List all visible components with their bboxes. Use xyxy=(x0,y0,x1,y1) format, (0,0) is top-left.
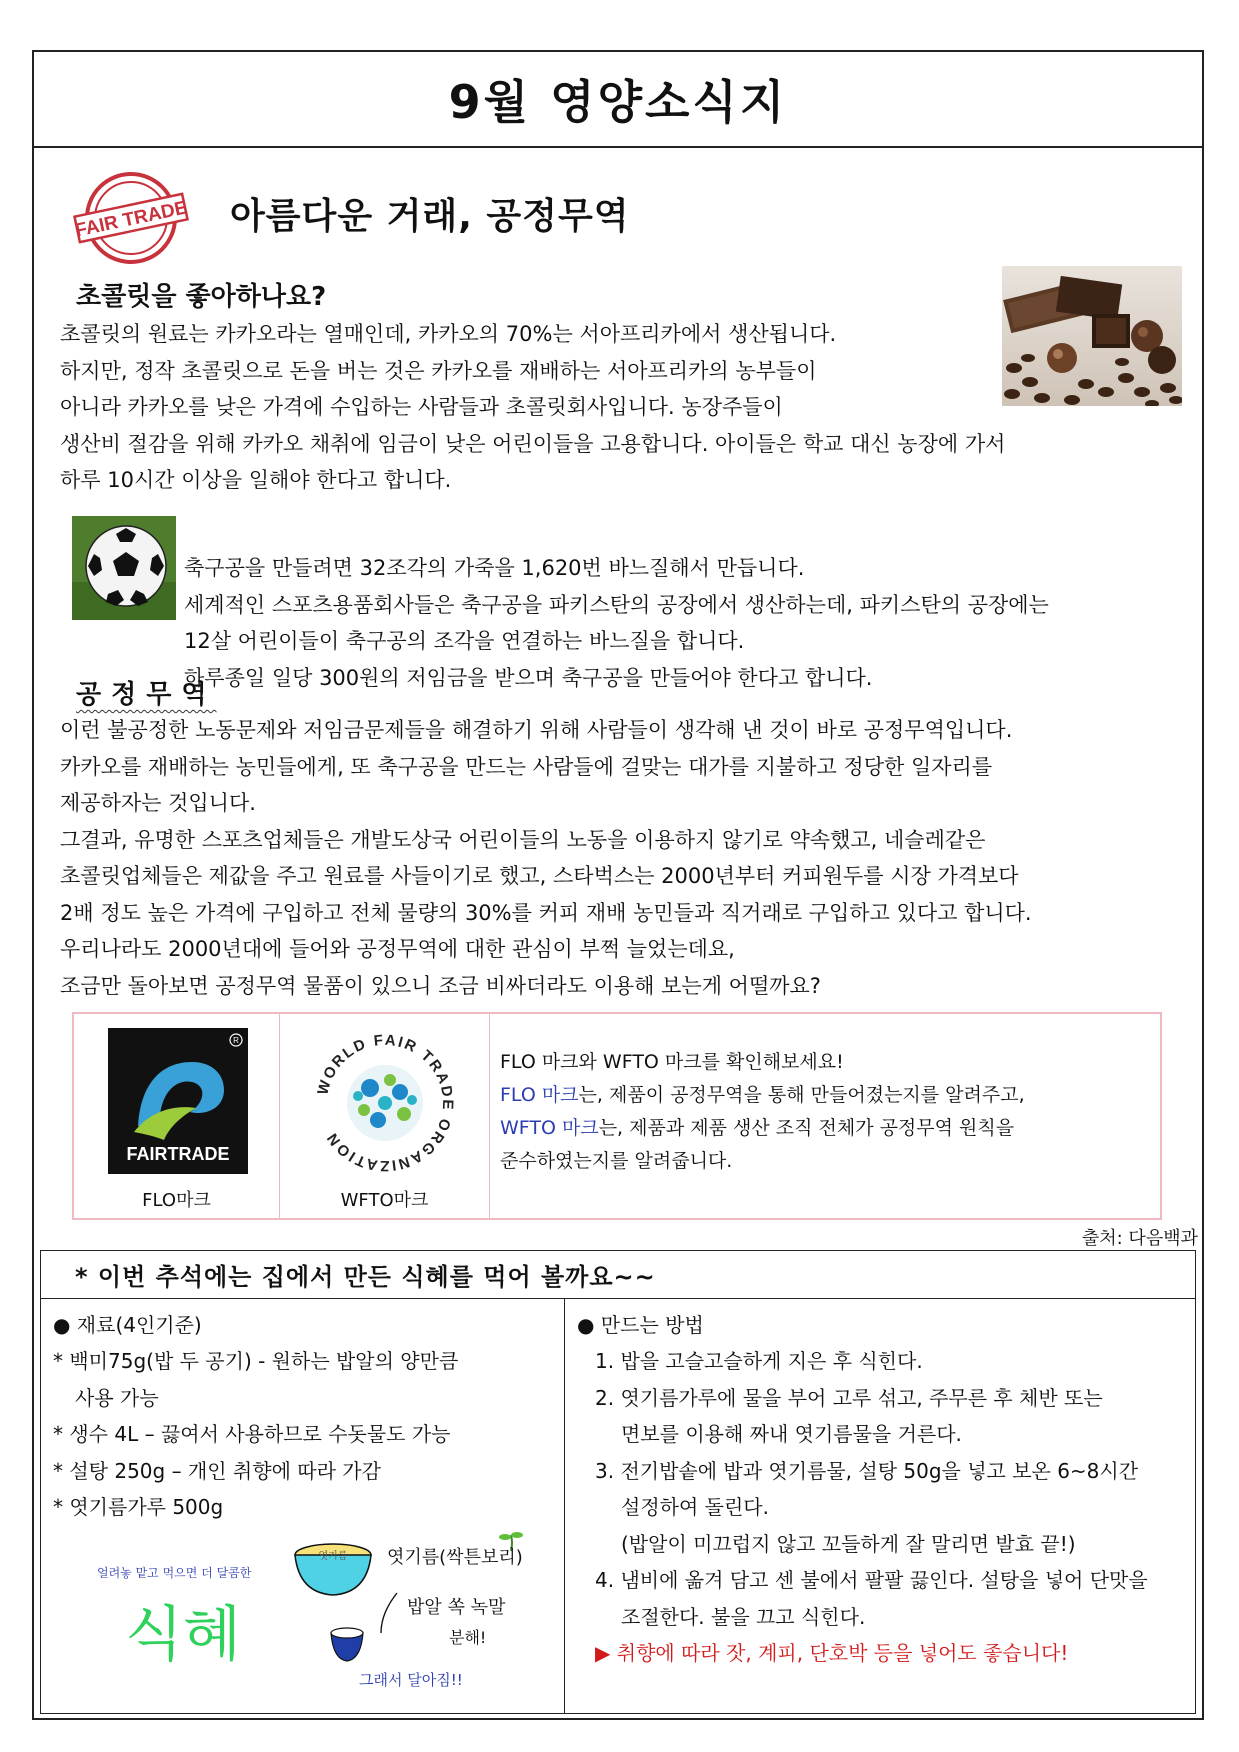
marks-line-2 xyxy=(500,1079,1150,1112)
recipe-tip: ▶ 취향에 따라 잣, 계피, 단호박 등을 넣어도 좋습니다! xyxy=(595,1641,1069,1665)
method-step: 4. 냄비에 옮겨 담고 센 불에서 팔팔 끓인다. 설탕을 넣어 단맛을 xyxy=(595,1568,1148,1592)
soccer-paragraph xyxy=(184,550,1049,696)
text-line: 세계적인 스포츠용품회사들은 축구공을 파키스탄의 공장에서 생산하는데, 파키스탄의 공장에는 xyxy=(184,592,1049,617)
wfto-mark-term: WFTO 마크 xyxy=(500,1117,599,1139)
chocolate-heading: 초콜릿을 좋아하나요? xyxy=(76,282,327,312)
art-label-starch: 밥알 쏙 녹말 xyxy=(407,1597,506,1618)
marks-line-4: 준수하였는지를 알려줍니다. xyxy=(500,1150,733,1172)
method-step: 2. 엿기름가루에 물을 부어 고루 섞고, 주무른 후 체반 또는 xyxy=(595,1385,1103,1410)
method-step: 면보를 이용해 짜내 엿기름물을 거른다. xyxy=(621,1422,962,1446)
text-line: 초콜릿업체들은 제값을 주고 원료를 사들이기로 했고, 스타벅스는 2000년부터 커피원두를 시장 가격보다 xyxy=(60,864,1019,888)
flo-mark-desc: 는, 제품이 공정무역을 통해 만들어졌는지를 알려주고, xyxy=(578,1084,1025,1106)
art-label-sweet: 그래서 달아짐!! xyxy=(359,1671,463,1689)
text-line: 축구공을 만들려면 32조각의 가죽을 1,620번 바느질해서 만듭니다. xyxy=(184,556,805,580)
fairtrade-marks-table xyxy=(72,1012,1162,1220)
text-line: 초콜릿의 원료는 카카오라는 열매인데, 카카오의 70%는 서아프리카에서 생산됩니다. xyxy=(60,322,837,346)
ingredient-item: 사용 가능 xyxy=(75,1385,159,1410)
svg-text:R: R xyxy=(233,1036,239,1045)
wfto-mark-desc: 는, 제품과 제품 생산 조직 전체가 공정무역 원칙을 xyxy=(598,1117,1015,1139)
text-line: 제공하자는 것입니다. xyxy=(60,791,256,815)
recipe-box xyxy=(40,1250,1196,1714)
ingredient-item: * 엿기름가루 500g xyxy=(53,1495,224,1519)
flo-mark-term: FLO 마크 xyxy=(500,1084,579,1106)
art-bowl-text: 엿기름 xyxy=(318,1551,348,1562)
ingredients-title: ● 재료(4인기준) xyxy=(53,1313,202,1337)
stamp-text: FAIR TRADE xyxy=(73,197,190,242)
text-line: 아니라 카카오를 낮은 가격에 수입하는 사람들과 초콜릿회사입니다. 농장주들이 xyxy=(60,395,783,419)
section-heading: 아름다운 거래, 공정무역 xyxy=(230,196,630,237)
text-line: 그결과, 유명한 스포츠업체들은 개발도상국 어린이들의 노동을 이용하지 않기로 약속했고, 네슬레같은 xyxy=(60,827,986,852)
flo-logo-text: FAIRTRADE xyxy=(126,1144,230,1164)
chocolate-coffee-photo xyxy=(1002,266,1182,406)
fairtrade-paragraph xyxy=(60,712,1032,1004)
text-line: 조금만 돌아보면 공정무역 물품이 있으니 조금 비싸더라도 이용해 보는게 어떨까요? xyxy=(60,973,821,998)
wfto-caption: WFTO마크 xyxy=(340,1190,429,1211)
art-label-breakdown: 분해! xyxy=(449,1628,487,1647)
marks-description-cell xyxy=(490,1014,1160,1218)
text-line: 하루 10시간 이상을 일해야 한다고 합니다. xyxy=(60,468,452,492)
text-line: 카카오를 재배하는 농민들에게, 또 축구공을 만드는 사람들에 걸맞는 대가를 지불하고 정당한 일자리를 xyxy=(60,754,993,779)
recipe-columns xyxy=(41,1299,1195,1713)
art-label-malt: 엿기름(싹튼보리) xyxy=(387,1547,523,1568)
ingredient-item: * 생수 4L – 끓여서 사용하므로 수돗물도 가능 xyxy=(53,1422,451,1446)
text-line: 하루종일 일당 300원의 저임금을 받으며 축구공을 만들어야 한다고 합니다. xyxy=(184,665,873,690)
flo-mark-cell xyxy=(74,1014,280,1218)
recipe-header: * 이번 추석에는 집에서 만든 식혜를 먹어 볼까요~~ xyxy=(41,1251,1195,1299)
text-line: 12살 어린이들이 축구공의 조각을 연결하는 바느질을 합니다. xyxy=(184,629,745,653)
title-box xyxy=(34,52,1202,148)
method-step: 설정하여 돌린다. xyxy=(621,1495,769,1519)
art-word: 식혜 xyxy=(125,1600,241,1670)
text-line: 이런 불공정한 노동문제와 저임금문제들을 해결하기 위해 사람들이 생각해 낸 것이 바로 공정무역입니다. xyxy=(60,718,1013,742)
ingredient-item: * 설탕 250g – 개인 취향에 따라 가감 xyxy=(53,1458,381,1483)
newsletter-frame xyxy=(32,50,1204,1720)
wfto-mark-cell xyxy=(280,1014,490,1218)
flo-fairtrade-logo-icon xyxy=(108,1028,248,1174)
text-line: 생산비 절감을 위해 카카오 채취에 임금이 낮은 어린이들을 고용합니다. 아이들은 학교 대신 농장에 가서 xyxy=(60,431,1006,456)
text-line: 하지만, 정작 초콜릿으로 돈을 버는 것은 카카오를 재배하는 서아프리카의 농부들이 xyxy=(60,358,817,383)
source-credit: 출처: 다음백과 xyxy=(1081,1228,1198,1249)
ingredient-item: * 백미75g(밥 두 공기) - 원하는 밥알의 양만큼 xyxy=(53,1349,459,1373)
method-column xyxy=(565,1299,1195,1713)
fairtrade-heading: 공정무역 xyxy=(76,680,217,710)
method-step: 1. 밥을 고슬고슬하게 지은 후 식힌다. xyxy=(595,1349,923,1373)
wfto-ring-text: WORLD FAIR TRADE ORGANIZATION xyxy=(314,1031,457,1175)
sikhye-illustration xyxy=(41,1529,563,1713)
art-tagline: 얼려놓 맡고 먹으면 더 달콤한 xyxy=(97,1566,252,1580)
wfto-logo-icon xyxy=(308,1026,462,1180)
soccer-ball-photo xyxy=(72,516,176,620)
method-step: 조절한다. 불을 끄고 식힌다. xyxy=(621,1604,866,1629)
text-line: 우리나라도 2000년대에 들어와 공정무역에 대한 관심이 부쩍 늘었는데요, xyxy=(60,937,735,961)
method-step: (밥알이 미끄럽지 않고 꼬들하게 잘 말리면 발효 끝!) xyxy=(621,1531,1076,1556)
marks-line-3 xyxy=(500,1112,1150,1145)
chocolate-paragraph xyxy=(60,316,1005,499)
page-title: 9월 영양소식지 xyxy=(448,75,788,129)
text-line: 2배 정도 높은 가격에 구입하고 전체 물량의 30%를 커피 재배 농민들과 직거래로 구입하고 있다고 합니다. xyxy=(60,900,1032,925)
method-step: 3. 전기밥솥에 밥과 엿기름물, 설탕 50g을 넣고 보온 6~8시간 xyxy=(595,1458,1139,1483)
fair-trade-stamp-icon xyxy=(72,168,190,268)
flo-caption: FLO마크 xyxy=(142,1190,211,1211)
ingredients-column xyxy=(41,1299,565,1713)
method-title: ● 만드는 방법 xyxy=(577,1313,704,1337)
marks-line-1: FLO 마크와 WFTO 마크를 확인해보세요! xyxy=(500,1051,844,1073)
